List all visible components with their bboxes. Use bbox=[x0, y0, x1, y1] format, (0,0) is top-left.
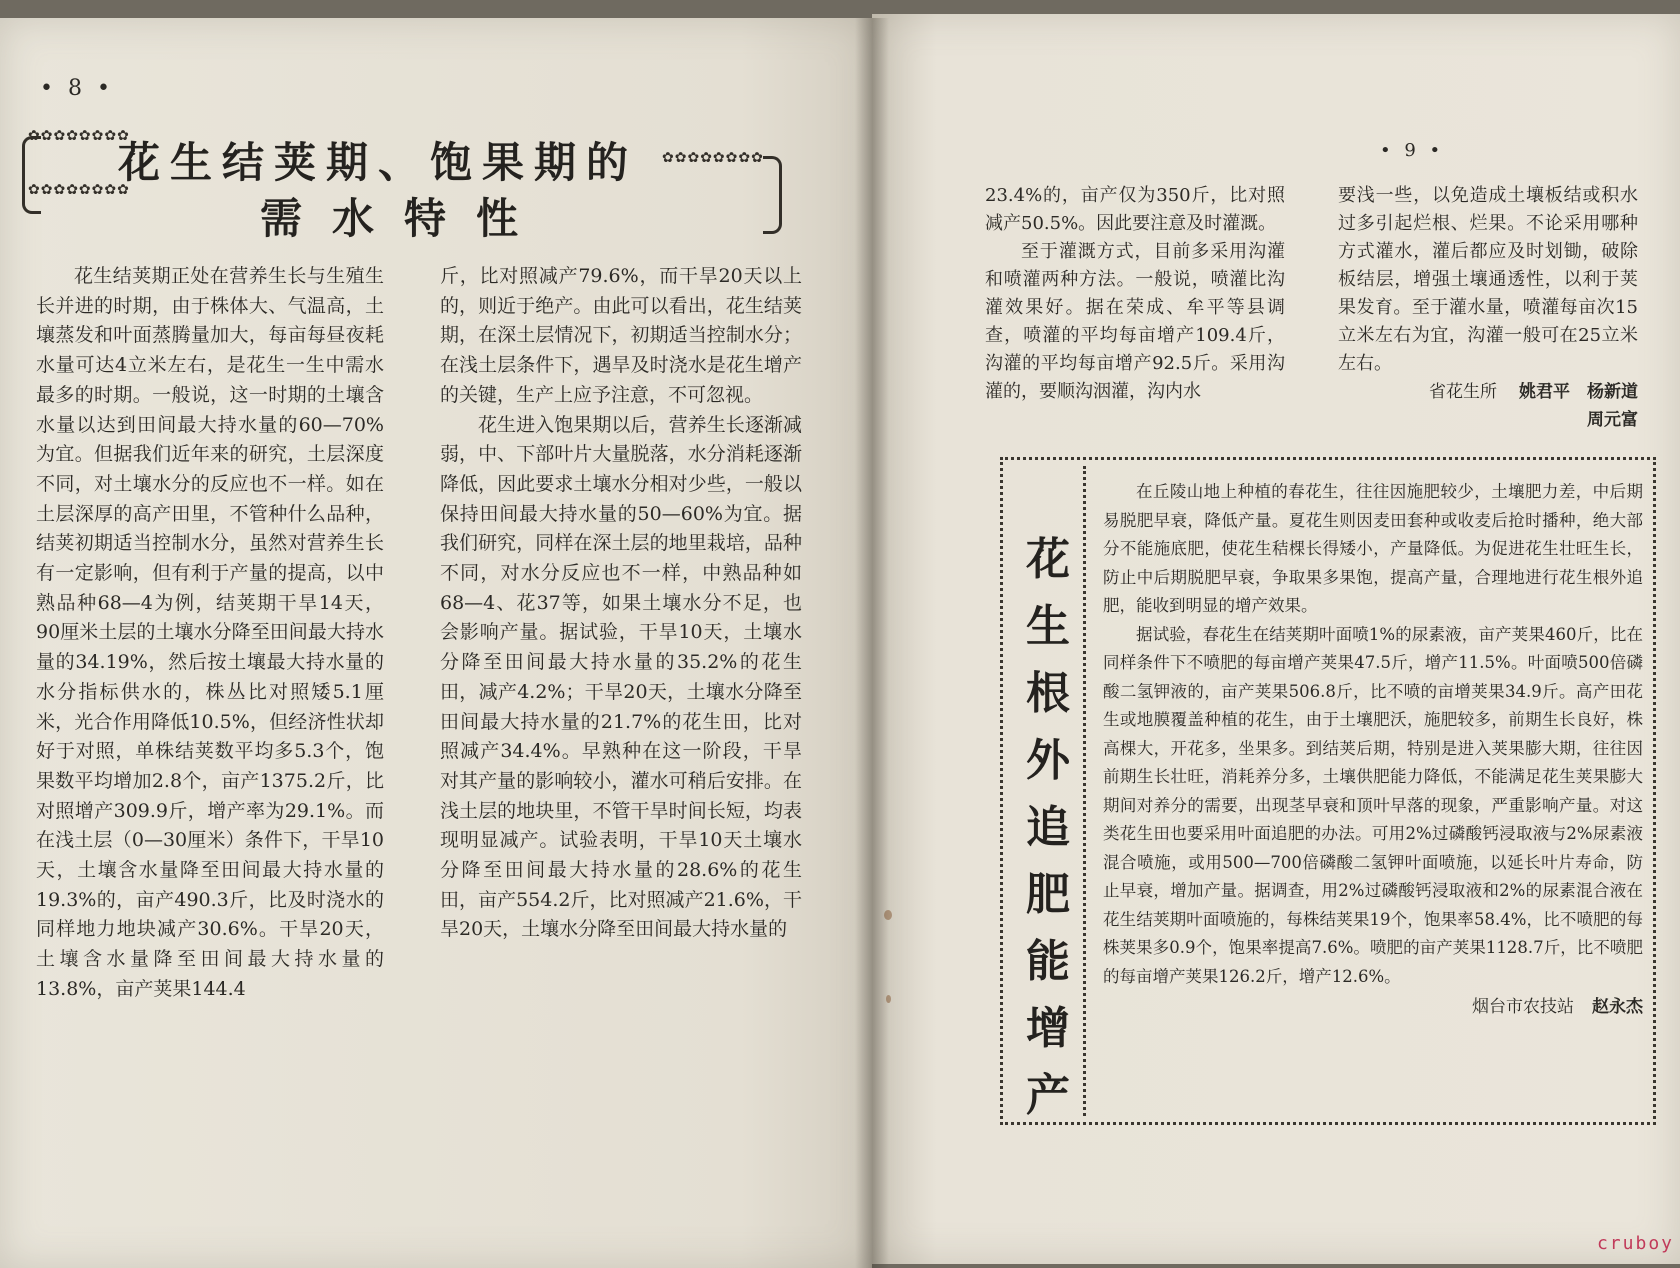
paragraph: 至于灌溉方式，目前多采用沟灌和喷灌两种方法。一般说，喷灌比沟灌效果好。据在荣成、牟平等县调查，喷灌的平均每亩增产109.4斤，沟灌的平均每亩增产92.5斤。采用沟灌的，要顺沟洇灌，沟内水 bbox=[985, 241, 1285, 402]
boxed-article-body bbox=[1103, 478, 1643, 1022]
boxed-article bbox=[1000, 457, 1656, 1125]
right-column-1 bbox=[985, 182, 1285, 406]
paper-stain bbox=[886, 995, 891, 1003]
article-title-line1: 花生结荚期、饱果期的 bbox=[118, 138, 639, 187]
title-char: 产 bbox=[1026, 1070, 1070, 1121]
page-number-left: • 8 • bbox=[40, 76, 114, 101]
paper-stain bbox=[884, 910, 892, 920]
title-bracket-left bbox=[22, 136, 41, 214]
title-char: 追 bbox=[1026, 802, 1070, 853]
title-char: 能 bbox=[1026, 936, 1070, 987]
title-char: 根 bbox=[1026, 668, 1070, 719]
right-column-2 bbox=[1338, 182, 1638, 434]
left-column-2 bbox=[440, 262, 802, 945]
paragraph: 花生进入饱果期以后，营养生长逐渐减弱，中、下部叶片大量脱落，水分消耗逐渐降低，因此要求土壤水分相对少些，一般以保持田间最大持水量的50—60%为宜。据我们研究，同样在深土层的地里栽培，品种不同，对水分反应也不一样，中熟品种如68—4、花37等，如果土壤水分不足，也会影响产量。据试验，干旱10天，土壤水分降至田间最大持水量的35.2%的花生田，减产4.2%；干旱20天，土壤水分降至田间最大持水量的21.7%的花生田，比对照减产34.4%。早熟种在这一阶段，干旱对其产量的影响较小，灌水可稍后安排。在浅土层的地块里，不管干旱时间长短，均表现明显减产。试验表明，干旱10天土壤水分降至田间最大持水量的28.6%的花生田，亩产554.2斤，比对照减产21.6%，干旱20天，土壤水分降至田间最大持水量的 bbox=[440, 413, 802, 941]
author-org: 烟台市农技站 bbox=[1472, 997, 1574, 1017]
paragraph: 花生结荚期正处在营养生长与生殖生长并进的时期，由于株体大、气温高，土壤蒸发和叶面蒸腾量加大，每亩每昼夜耗水量可达4立米左右，是花生一生中需水最多的时期。一般说，这一时期的土壤含水量以达到田间最大持水量的60—70%为宜。但据我们近年来的研究，土层深度不同，对土壤水分的反应也不一样。如在土层深厚的高产田里，不管种什么品种，结荚初期适当控制水分，虽然对营养生长有一定影响，但有利于产量的提高，以中熟品种68—4为例，结荚期干旱14天，90厘米土层的土壤水分降至田间最大持水量的34.19%，然后按土壤最大持水量的水分指标供水的，株丛比对照矮5.1厘米，光合作用降低10.5%，但经济性状却好于对照，单株结荚数平均多5.3个，饱果数平均增加2.8个，亩产1375.2斤，比对照增产309.9斤，增产率为29.1%。而在浅土层（0—30厘米）条件下，干旱10天，土壤含水量降至田间最大持水量的19.3%的，亩产490.3斤，比及时浇水的同样地力地块减产30.6%。干旱20天，土壤含水量降至田间最大持水量的13.8%，亩产荚果144.4 bbox=[36, 265, 384, 1000]
title-char: 花 bbox=[1026, 534, 1070, 585]
title-char: 外 bbox=[1026, 735, 1070, 786]
paragraph: 23.4%的，亩产仅为350斤，比对照减产50.5%。因此要注意及时灌溉。 bbox=[985, 185, 1285, 234]
author-signature-line2 bbox=[1338, 406, 1638, 434]
page-number-right: • 9 • bbox=[1380, 140, 1445, 161]
book-gutter bbox=[855, 18, 889, 1268]
paragraph: 斤，比对照减产79.6%，而干旱20天以上的，则近于绝产。由此可以看出，花生结荚期，在深土层情况下，初期适当控制水分；在浅土层条件下，遇旱及时浇水是花生增产的关键，生产上应予注意，不可忽视。 bbox=[440, 265, 802, 406]
paragraph: 要浅一些，以免造成土壤板结或积水过多引起烂根、烂果。不论采用哪种方式灌水，灌后都应及时划锄，破除板结层，增强土壤通透性，以利于荚果发育。至于灌水量，喷灌每亩次15立米左右为宜，沟灌一般可在25立米左右。 bbox=[1338, 185, 1638, 374]
author-org: 省花生所 bbox=[1429, 382, 1497, 402]
boxed-article-title bbox=[1019, 526, 1077, 1129]
title-char: 增 bbox=[1026, 1003, 1070, 1054]
box-divider bbox=[1083, 466, 1088, 1116]
left-column-1 bbox=[36, 262, 384, 1005]
author-names: 周元富 bbox=[1587, 410, 1638, 430]
author-signature bbox=[1338, 378, 1638, 406]
article-title-banner bbox=[22, 128, 782, 246]
title-char: 肥 bbox=[1026, 869, 1070, 920]
paragraph: 据试验，春花生在结荚期叶面喷1%的尿素液，亩产荚果460斤，比在同样条件下不喷肥的每亩增产荚果47.5斤，增产11.5%。叶面喷500倍磷酸二氢钾液的，亩产荚果506.8斤，比不喷的亩增荚果34.9斤。高产田花生或地膜覆盖种植的花生，由于土壤肥沃，施肥较多，前期生长良好，株高棵大，开花多，坐果多。到结荚后期，特别是进入荚果膨大期，往往因前期生长壮旺，消耗养分多，土壤供肥能力降低，不能满足花生荚果膨大期间对养分的需要，出现茎早衰和顶叶早落的现象，严重影响产量。对这类花生田也要采用叶面追肥的办法。可用2%过磷酸钙浸取液与2%尿素液混合喷施，或用500—700倍磷酸二氢钾叶面喷施，以延长叶片寿命，防止早衰，增加产量。据调查，用2%过磷酸钙浸取液和2%的尿素混合液在花生结荚期叶面喷施的，每株结荚果19个，饱果率58.4%，比不喷肥的每株荚果多0.9个，饱果率提高7.6%。喷肥的亩产荚果1128.7斤，比不喷肥的每亩增产荚果126.2斤，增产12.6%。 bbox=[1103, 624, 1643, 986]
watermark: cruboy bbox=[1596, 1233, 1674, 1254]
article-title-line2: 需水特性 bbox=[260, 194, 549, 243]
author-names: 姚君平 杨新道 bbox=[1519, 382, 1638, 402]
title-char: 生 bbox=[1026, 601, 1070, 652]
paragraph: 在丘陵山地上种植的春花生，往往因施肥较少，土壤肥力差，中后期易脱肥早衰，降低产量。夏花生则因麦田套种或收麦后抢时播种，绝大部分不能施底肥，使花生秸棵长得矮小，产量降低。为促进花生壮旺生长，防止中后期脱肥早衰，争取果多果饱，提高产量，合理地进行花生根外追肥，能收到明显的增产效果。 bbox=[1103, 482, 1643, 615]
title-bracket-right bbox=[763, 156, 782, 234]
ornament-row: ✿✿✿✿✿✿✿✿ bbox=[28, 128, 130, 144]
ornament-row: ✿✿✿✿✿✿✿✿ bbox=[28, 182, 130, 198]
ornament-row: ✿✿✿✿✿✿✿✿ bbox=[662, 150, 764, 166]
boxed-article-signature bbox=[1103, 993, 1643, 1022]
author-name: 赵永杰 bbox=[1592, 997, 1643, 1017]
